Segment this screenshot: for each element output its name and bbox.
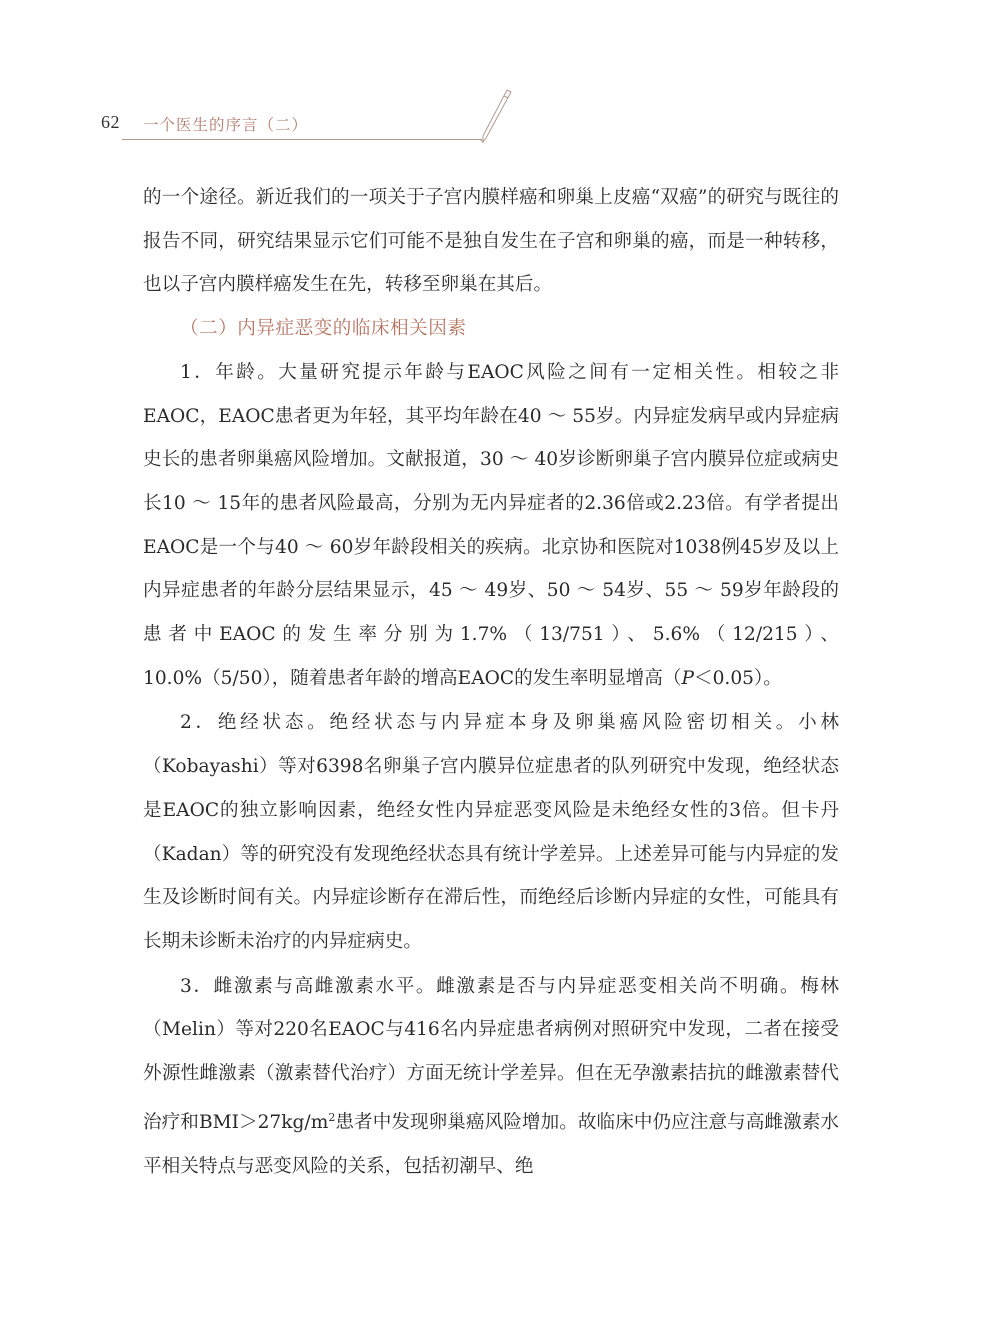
superscript-2: 2 xyxy=(328,1110,336,1124)
paragraph-age-text: 1．年龄。大量研究提示年龄与EAOC风险之间有一定相关性。相较之非EAOC，EAOC患者更为年轻，其平均年龄在40 ～ 55岁。内异症发病早或内异症病史长的患者卵巢癌风险增加。文献报道，30 ～ 40岁诊断卵巢子宫内膜异位症或病史长10 ～ 15年的患者风险最高，分别为无内异症者的2.36倍或2.23倍。有学者提出EAOC是一个与40 ～ 60岁年龄段相关的疾病。北京协和医院对1038例45岁及以上内异症患者的年龄分层结果显示，45 ～ 49岁、50 ～ 54岁、55 ～ 59岁年龄段的患者中EAOC的发生率分别为1.7%（13/751）、5.6%（12/215）、10.0%（5/50），随着患者年龄的增高EAOC的发生率明显增高（ xyxy=(143,361,839,689)
paragraph-estrogen-text: 3．雌激素与高雌激素水平。雌激素是否与内异症恶变相关尚不明确。梅林（Melin）等对220名EAOC与416名内异症患者病例对照研究中发现，二者在接受外源性雌激素（激素替代治疗）方面无统计学差异。但在无孕激素拮抗的雌激素替代治疗和BMI＞27kg/m xyxy=(143,975,839,1133)
pen-icon xyxy=(474,88,514,144)
paragraph-estrogen-tail: 患者中发现卵巢癌风险增加。故临床中仍应注意与高雌激素水平相关特点与恶变风险的关系，包括初潮早、绝 xyxy=(143,1111,839,1177)
paragraph-age xyxy=(143,351,839,701)
p-value-symbol: P xyxy=(681,667,694,689)
page-number: 62 xyxy=(101,112,120,132)
intro-paragraph: 的一个途径。新近我们的一项关于子宫内膜样癌和卵巢上皮癌“双癌”的研究与既往的报告不同，研究结果显示它们可能不是独自发生在子宫和卵巢的癌，而是一种转移，也以子宫内膜样癌发生在先，转移至卵巢在其后。 xyxy=(143,187,839,296)
body-text xyxy=(143,176,839,1188)
paragraph-estrogen xyxy=(143,965,839,1189)
paragraph-age-tail: ＜0.05）。 xyxy=(693,667,782,689)
section-heading: （二）内异症恶变的临床相关因素 xyxy=(180,318,467,340)
page-header xyxy=(0,0,998,150)
running-title: 一个医生的序言（二） xyxy=(143,116,309,134)
header-rule xyxy=(122,139,482,140)
paragraph-menopause: 2．绝经状态。绝经状态与内异症本身及卵巢癌风险密切相关。小林（Kobayashi）等对6398名卵巢子宫内膜异位症患者的队列研究中发现，绝经状态是EAOC的独立影响因素，绝经女性内异症恶变风险是未绝经女性的3倍。但卡丹（Kadan）等的研究没有发现绝经状态具有统计学差异。上述差异可能与内异症的发生及诊断时间有关。内异症诊断存在滞后性，而绝经后诊断内异症的女性，可能具有长期未诊断未治疗的内异症病史。 xyxy=(143,712,839,952)
